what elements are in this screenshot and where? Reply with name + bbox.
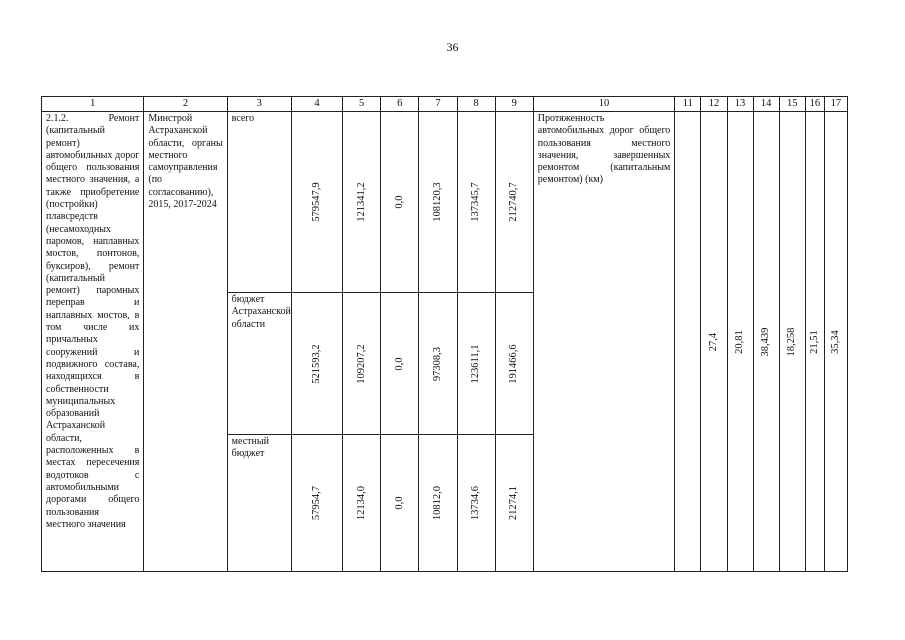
col-header: 1 <box>42 97 144 112</box>
indicator-cell: 20,81 <box>727 112 753 572</box>
funding-source-label: местный бюджет <box>227 435 291 572</box>
value-cell: 0,0 <box>381 112 419 293</box>
executor-and-period: Минстрой Астраханской области, органы местного самоуправления (по согласованию), 2015, 2017-2024 <box>144 112 227 572</box>
col-header: 2 <box>144 97 227 112</box>
activity-description: 2.1.2. Ремонт (капитальный ремонт) автомобильных дорог общего пользования местного значения, а также приобретение (постройки) плавсредств (несамоходных паромов, наплавных мостов, понтонов, буксиров), ремонт (капитальный ремонт) паромных переправ и наплавных мостов, в том числе их причальных сооружений и подвижного состава, находящихся в собственности муниципальных образований Астраханской области, расположенных в местах пересечения водотоков с автомобильными дорогами общего пользования местного значения <box>42 112 144 572</box>
value-cell: 191466,6 <box>495 293 533 435</box>
value-cell: 10812,0 <box>419 435 457 572</box>
value-cell: 579547,9 <box>291 112 342 293</box>
indicator-cell <box>675 112 701 572</box>
indicator-cell: 27,4 <box>701 112 727 572</box>
col-header: 6 <box>381 97 419 112</box>
col-header: 7 <box>419 97 457 112</box>
indicator-cell: 35,34 <box>824 112 847 572</box>
value-cell: 12134,0 <box>343 435 381 572</box>
value-cell: 121341,2 <box>343 112 381 293</box>
col-header: 12 <box>701 97 727 112</box>
col-header: 16 <box>805 97 824 112</box>
value-cell: 97308,3 <box>419 293 457 435</box>
col-header: 13 <box>727 97 753 112</box>
col-header: 3 <box>227 97 291 112</box>
value-cell: 13734,6 <box>457 435 495 572</box>
data-table <box>41 96 848 572</box>
col-header: 9 <box>495 97 533 112</box>
indicator-cell: 38,439 <box>753 112 779 572</box>
value-cell: 108120,3 <box>419 112 457 293</box>
funding-source-label: всего <box>227 112 291 293</box>
funding-source-label: бюджет Астраханской области <box>227 293 291 435</box>
indicator-cell: 21,51 <box>805 112 824 572</box>
value-cell: 57954,7 <box>291 435 342 572</box>
col-header: 8 <box>457 97 495 112</box>
header-row <box>42 97 848 112</box>
col-header: 10 <box>533 97 675 112</box>
value-cell: 212740,7 <box>495 112 533 293</box>
col-header: 4 <box>291 97 342 112</box>
indicator-cell: 18,258 <box>779 112 805 572</box>
value-cell: 0,0 <box>381 435 419 572</box>
col-header: 15 <box>779 97 805 112</box>
col-header: 11 <box>675 97 701 112</box>
value-cell: 123611,1 <box>457 293 495 435</box>
col-header: 17 <box>824 97 847 112</box>
value-cell: 0,0 <box>381 293 419 435</box>
page-number: 36 <box>446 40 459 54</box>
indicator-description: Протяженность автомобильных дорог общего пользования местного значения, завершенных ремонтом (капитальным ремонтом) (км) <box>533 112 675 572</box>
value-cell: 521593,2 <box>291 293 342 435</box>
col-header: 5 <box>343 97 381 112</box>
value-cell: 109207,2 <box>343 293 381 435</box>
value-cell: 137345,7 <box>457 112 495 293</box>
col-header: 14 <box>753 97 779 112</box>
table-row <box>42 112 848 293</box>
value-cell: 21274,1 <box>495 435 533 572</box>
